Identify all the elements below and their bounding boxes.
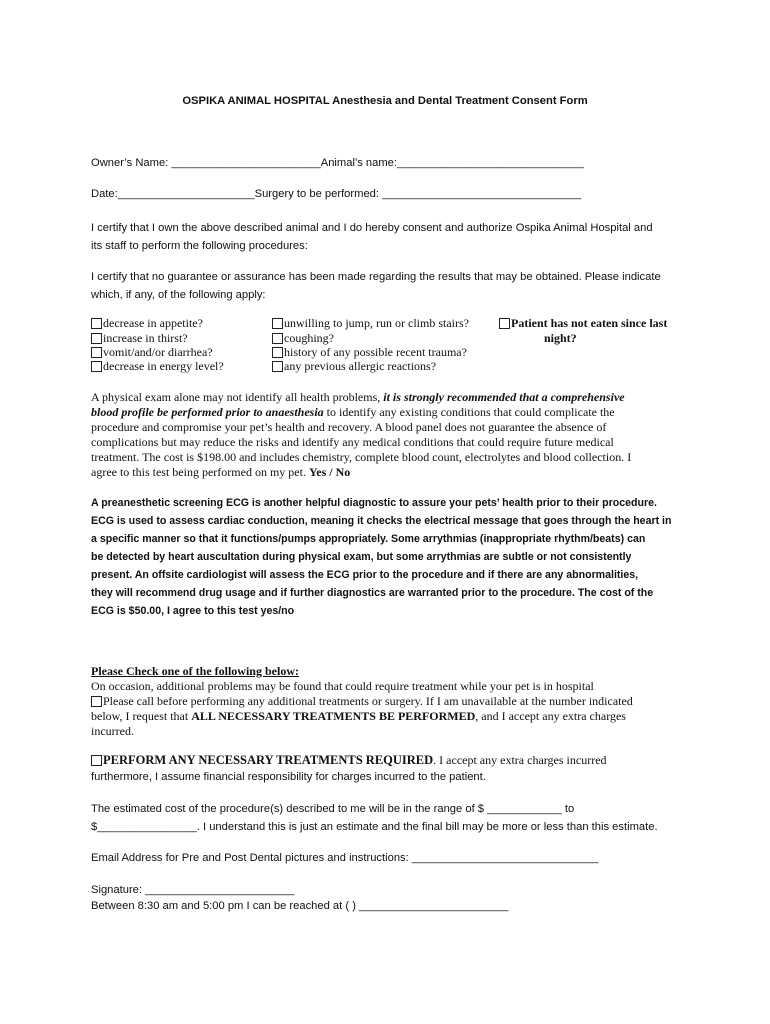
option-call-line-2 [91,709,681,724]
blood-line-1 [91,390,681,405]
checkbox-icon[interactable] [91,318,102,329]
option-call-text: below, I request that [91,709,192,723]
option-call-text: , and I accept any extra charges [475,709,626,723]
option-call-line-3: incurred. [91,724,134,738]
symptom-label: any previous allergic reactions? [284,359,437,373]
check-one-heading: Please Check one of the following below: [91,664,299,678]
financial-responsibility-text: furthermore, I assume financial responsibility for charges incurred to the patient. [91,771,486,783]
option-perform-text: . I accept any extra charges incurred [433,753,607,767]
symptom-checkbox-coughing[interactable] [272,331,334,346]
checkbox-icon[interactable] [91,696,102,707]
blood-line-3: procedure and compromise your pet’s health and recovery. A blood panel does not guarantee the absence of [91,420,607,434]
symptom-checkbox-energy[interactable] [91,359,224,374]
checkbox-icon[interactable] [91,755,102,766]
symptom-checkbox-trauma[interactable] [272,345,467,360]
ecg-line: they will recommend drug usage and if further diagnostics are warranted prior to the procedure. The cost of the [91,587,654,599]
option-call-before [91,694,681,739]
no-guarantee-paragraph [91,268,681,304]
estimate-range-field[interactable]: The estimated cost of the procedure(s) described to me will be in the range of $ ____________ to [91,803,575,815]
symptom-checkbox-unwilling-jump[interactable] [272,316,469,331]
blood-line-6 [91,465,681,480]
blood-text: agree to this test being performed on my pet. [91,465,309,479]
ecg-paragraph [91,494,681,620]
option-call-bold: ALL NECESSARY TREATMENTS BE PERFORMED [191,709,476,723]
checkbox-icon[interactable] [272,347,283,358]
blood-text: to identify any existing conditions that could complicate the [323,405,615,419]
signature-field[interactable]: Signature: ________________________ [91,884,295,896]
option-call-text: Please call before performing any additional treatments or surgery. If I am unavailable at the number indicated [103,694,633,708]
owner-animal-name-field[interactable]: Owner’s Name: ________________________Animal’s name:______________________________ [91,157,584,169]
checkbox-icon[interactable] [272,333,283,344]
ecg-line-yes-no[interactable]: ECG is $50.00, I agree to this test yes/no [91,605,295,617]
symptom-checkbox-vomit[interactable] [91,345,213,360]
blood-profile-paragraph [91,390,681,480]
estimate-max-field[interactable]: $________________. I understand this is just an estimate and the final bill may be more or less than this estimate. [91,821,658,833]
symptom-label: unwilling to jump, run or climb stairs? [284,316,469,330]
symptom-label: Patient has not eaten since last [511,316,668,330]
symptom-label: vomit/and/or diarrhea? [103,345,213,359]
symptom-label: history of any possible recent trauma? [284,345,467,359]
symptom-label-continued: night? [544,331,577,345]
checkbox-icon[interactable] [499,318,510,329]
checkbox-icon[interactable] [91,333,102,344]
symptom-label: decrease in appetite? [103,316,203,330]
symptom-label: decrease in energy level? [103,359,224,373]
checkbox-icon[interactable] [272,318,283,329]
blood-emphasis: it is strongly recommended that a comprehensive [383,390,625,404]
ecg-line: ECG is used to assess cardiac conduction, meaning it checks the electrical message that goes through the heart in [91,515,672,527]
no-guarantee-line: which, if any, of the following apply: [91,289,266,301]
option-perform-bold: PERFORM ANY NECESSARY TREATMENTS REQUIRED [103,753,434,767]
contact-phone-field[interactable]: Between 8:30 am and 5:00 pm I can be reached at ( ) ________________________ [91,900,509,912]
blood-yes-no-choice[interactable]: Yes / No [308,465,351,479]
option-call-line-1[interactable] [91,694,681,709]
symptom-checkbox-allergic[interactable] [272,359,436,374]
blood-line-4: complications but may reduce the risks and identify any medical conditions that could require future medical [91,435,614,449]
ecg-line: be detected by heart auscultation during physical exam, but some arrythmias are subtle or not consistently [91,551,632,563]
symptom-checkbox-not-eaten[interactable] [499,316,667,331]
option-perform-treatments[interactable] [91,753,607,768]
ecg-line: A preanesthetic screening ECG is another helpful diagnostic to assure your pets’ health prior to their procedure. [91,497,657,509]
occasion-text: On occasion, additional problems may be found that could require treatment while your pet is in hospital [91,679,594,693]
blood-line-2 [91,405,681,420]
checkbox-icon[interactable] [272,361,283,372]
date-surgery-field[interactable]: Date:______________________Surgery to be performed: ________________________________ [91,188,582,200]
no-guarantee-line: I certify that no guarantee or assurance has been made regarding the results that may be obtained. Please indicate [91,271,661,283]
checkbox-icon[interactable] [91,347,102,358]
checkbox-icon[interactable] [91,361,102,372]
blood-text: A physical exam alone may not identify all health problems, [91,390,384,404]
blood-emphasis: blood profile be performed prior to anaesthesia [91,405,324,419]
page-title: OSPIKA ANIMAL HOSPITAL Anesthesia and Dental Treatment Consent Form [182,95,588,107]
certify-ownership-paragraph [91,219,681,255]
email-address-field[interactable]: Email Address for Pre and Post Dental pictures and instructions: ______________________________ [91,852,599,864]
symptom-checkbox-appetite[interactable] [91,316,203,331]
certify-ownership-line: I certify that I own the above described animal and I do hereby consent and authorize Ospika Animal Hospital and [91,222,653,234]
certify-ownership-line: its staff to perform the following procedures: [91,240,308,252]
ecg-line: a specific manner so that it functions/pumps appropriately. Some arrythmias (inappropriate rhythm/beats) can [91,533,646,545]
symptom-label: coughing? [284,331,334,345]
symptom-label: increase in thirst? [103,331,188,345]
blood-line-5: treatment. The cost is $198.00 and includes chemistry, complete blood count, electrolytes and blood collection. I [91,450,632,464]
ecg-line: present. An offsite cardiologist will assess the ECG prior to the procedure and if there are any abnormalities, [91,569,639,581]
symptom-checkbox-thirst[interactable] [91,331,188,346]
